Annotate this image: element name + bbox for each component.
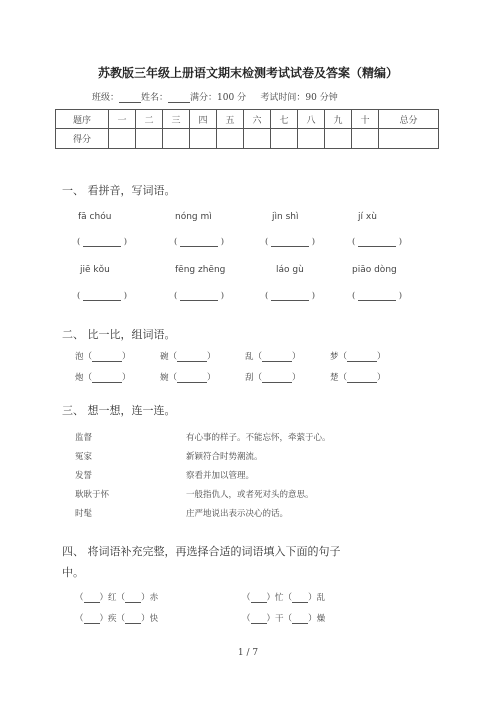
col-header: 总分	[379, 110, 439, 129]
match-left-item[interactable]: 监督	[75, 433, 93, 443]
page-number: 1 / 7	[237, 648, 259, 658]
compare-item[interactable]: 楚（ ）	[330, 373, 386, 383]
score-cell[interactable]	[298, 129, 325, 149]
match-right-item[interactable]: 庄严地说出表示决心的话。	[186, 509, 289, 519]
row-label: 得分	[56, 129, 109, 149]
col-header: 题序	[56, 110, 109, 129]
pinyin: jiē kǒu	[80, 265, 110, 275]
match-left-item[interactable]: 时髦	[75, 509, 93, 519]
name-blank	[168, 93, 190, 103]
name-label: 姓名：	[141, 93, 169, 103]
compare-item[interactable]: 碗（ ）	[160, 352, 216, 362]
section4-heading: 四、 将词语补充完整，再选择合适的词语填入下面的句子	[62, 545, 341, 558]
match-right-item[interactable]: 新颖符合时势潮流。	[186, 452, 263, 462]
col-header: 六	[244, 110, 271, 129]
score-cell[interactable]	[109, 129, 136, 149]
answer-blank[interactable]: ( )	[77, 291, 128, 301]
answer-blank[interactable]: ( )	[174, 237, 225, 247]
match-left-item[interactable]: 发誓	[75, 471, 93, 481]
pinyin: piāo dòng	[352, 265, 397, 275]
compare-item[interactable]: 婉（ ）	[160, 373, 216, 383]
class-label: 班级：	[92, 93, 120, 103]
col-header: 七	[271, 110, 298, 129]
pinyin: jí xù	[358, 212, 377, 222]
section1-heading: 一、 看拼音，写词语。	[62, 184, 176, 197]
match-right-item[interactable]: 一般指仇人，或者死对头的意思。	[186, 490, 314, 500]
section2-heading: 二、 比一比，组词语。	[62, 328, 176, 341]
idiom-fill[interactable]: （ ）疾（ ）快	[75, 614, 159, 624]
score-table-header	[56, 110, 439, 129]
pinyin: láo gù	[276, 265, 304, 275]
exam-time: 考试时间：90 分钟	[260, 93, 338, 103]
compare-item[interactable]: 梦（ ）	[330, 352, 386, 362]
score-cell[interactable]	[136, 129, 163, 149]
answer-blank[interactable]: ( )	[352, 291, 403, 301]
score-cell[interactable]	[271, 129, 298, 149]
col-header: 八	[298, 110, 325, 129]
score-cell[interactable]	[379, 129, 439, 149]
score-cell[interactable]	[244, 129, 271, 149]
match-right-item[interactable]: 有心事的样子。不能忘怀，牵萦于心。	[186, 433, 331, 443]
col-header: 三	[163, 110, 190, 129]
answer-blank[interactable]: ( )	[265, 237, 316, 247]
col-header: 一	[109, 110, 136, 129]
col-header: 四	[190, 110, 217, 129]
score-cell[interactable]	[190, 129, 217, 149]
idiom-fill[interactable]: （ ）干（ ）燥	[242, 614, 326, 624]
score-cell[interactable]	[163, 129, 190, 149]
compare-item[interactable]: 泡（ ）	[75, 352, 131, 362]
pinyin: fēng zhēng	[175, 265, 226, 275]
section4-heading-cont: 中。	[62, 566, 84, 579]
score-cell[interactable]	[325, 129, 352, 149]
pinyin: nóng mì	[175, 212, 212, 222]
idiom-fill[interactable]: （ ）忙（ ）乱	[242, 593, 326, 603]
exam-info	[92, 90, 338, 103]
match-left-item[interactable]: 耿耿于怀	[75, 490, 110, 500]
compare-item[interactable]: 乱（ ）	[245, 352, 301, 362]
compare-item[interactable]: 刮（ ）	[245, 373, 301, 383]
answer-blank[interactable]: ( )	[265, 291, 316, 301]
match-left-item[interactable]: 冤家	[75, 452, 93, 462]
col-header: 五	[217, 110, 244, 129]
score-table	[55, 109, 439, 149]
score-cell[interactable]	[217, 129, 244, 149]
pinyin: jìn shì	[272, 212, 299, 222]
answer-blank[interactable]: ( )	[352, 237, 403, 247]
answer-blank[interactable]: ( )	[174, 291, 225, 301]
pinyin: fā chóu	[78, 212, 112, 222]
answer-blank[interactable]: ( )	[77, 237, 128, 247]
idiom-fill[interactable]: （ ）红（ ）赤	[75, 593, 159, 603]
score-cell[interactable]	[352, 129, 379, 149]
page-title: 苏教版三年级上册语文期末检测考试试卷及答案（精编）	[97, 66, 398, 80]
match-right-item[interactable]: 察看并加以管理。	[186, 471, 255, 481]
col-header: 二	[136, 110, 163, 129]
compare-item[interactable]: 炮（ ）	[75, 373, 131, 383]
full-score: 满分：100 分	[190, 93, 247, 103]
col-header: 十	[352, 110, 379, 129]
class-blank	[119, 93, 141, 103]
col-header: 九	[325, 110, 352, 129]
score-row	[56, 129, 439, 149]
section3-heading: 三、 想一想，连一连。	[62, 404, 176, 417]
